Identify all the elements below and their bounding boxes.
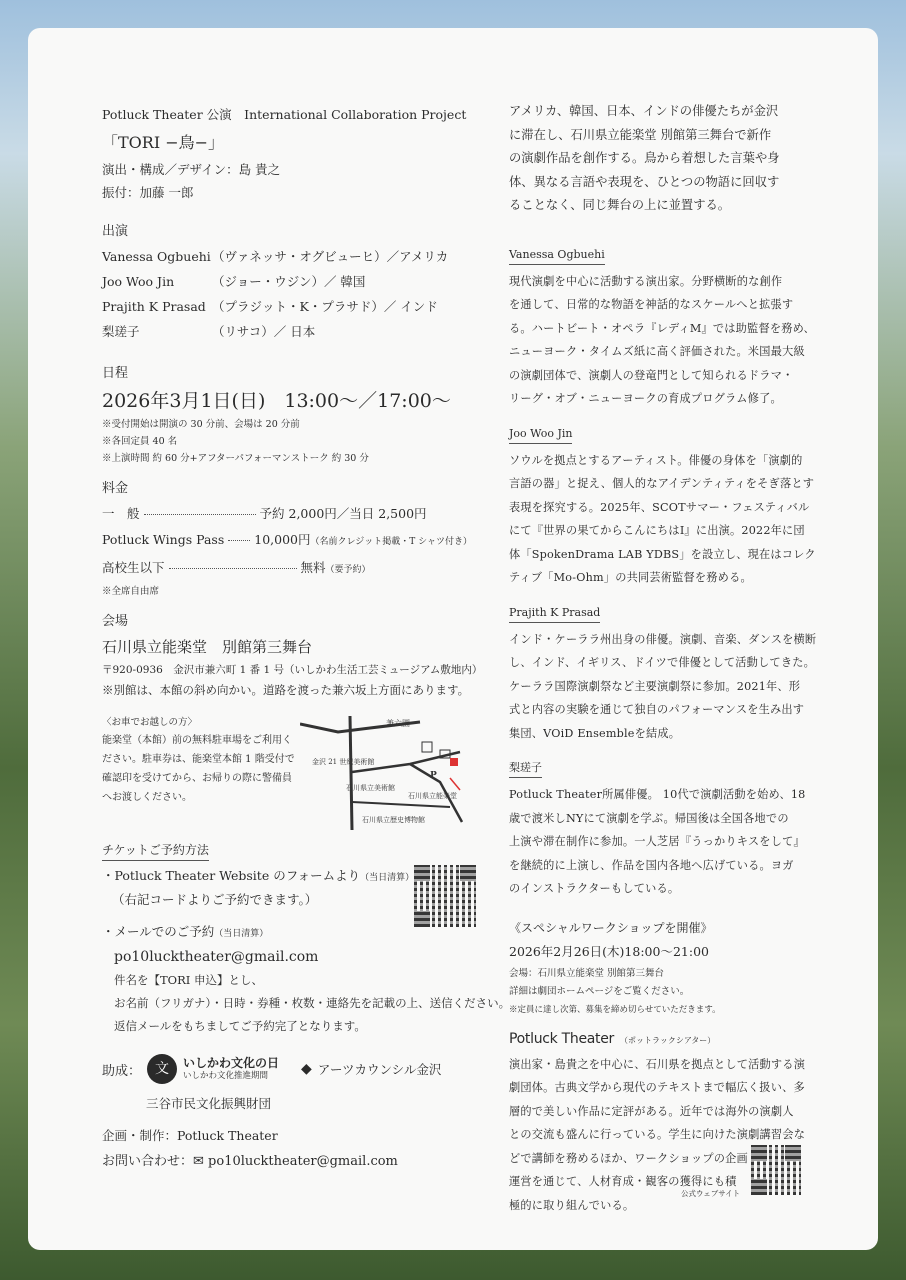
bio-risako: 梨瑳子 Potluck Theater所属俳優。 10代で演劇活動を始め、18 歳で渡米しNYにて演劇を学ぶ。帰国後は全国各地での 上演や滞在制作に参加。一人芝居『うっかりキスをして』 を継続的に上演し、作品を国内各地へ広げている。ヨガ のインストラクターもしている。 (509, 761, 806, 895)
price-heading: 料金 (102, 481, 129, 496)
contact: お問い合わせ：✉ po10lucktheater@gmail.com (102, 1154, 398, 1169)
arts-council-logo-icon: ◆ (301, 1061, 312, 1077)
support-label: 助成： (102, 1063, 142, 1079)
ticket-email-link[interactable]: po10lucktheater@gmail.com (114, 949, 319, 965)
map-label: 金沢 21 世紀美術館 (312, 758, 375, 766)
support-foundation: 三谷市民文化振興財団 (146, 1096, 272, 1111)
schedule-note: ※上演時間 約 60 分+アフターパフォーマンストーク 約 30 分 (102, 453, 369, 464)
credit-choreography: 振付：加藤 一郎 (102, 185, 194, 200)
right-column (509, 103, 817, 1217)
cast-row: 梨瑳子 （リサコ）／ 日本 (102, 324, 316, 339)
car-info: 〈お車でお越しの方〉 能楽堂（本館）前の無料駐車場をご利用く ださい。駐車券は、能楽堂本館 1 階受付で 確認印を受けてから、お帰りの際に警備員 へお渡しください。 (102, 717, 295, 803)
producer: 企画・制作：Potluck Theater (102, 1128, 278, 1143)
parking-icon: P (430, 771, 437, 781)
website-qr-code[interactable] (751, 1145, 801, 1195)
bio-joo-woo-jin: Joo Woo Jin ソウルを拠点とするアーティスト。俳優の身体を「演劇的 言語の器」と捉え、個人的なアイデンティティをそぎ落とす 表現を探究する。2025年、SCOTサマー・フェスティバル にて『世界の果てからこんにちはⅠ』に出演。2022年に団 体「SpokenDrama LAB YDBS」を設立し、現在はコレク ティブ「Mo-Ohm」の共同芸術監督を務める。 (509, 426, 816, 584)
price-row: 一 般 予約 2,000円／当日 2,500円 (102, 506, 427, 521)
map-label: 石川県立能楽堂 (408, 792, 457, 800)
schedule-note: ※受付開始は開演の 30 分前、会場は 20 分前 (102, 419, 300, 430)
venue-note: ※別館は、本館の斜め向かい。道路を渡った兼六坂上方面にあります。 (102, 683, 470, 697)
map-label: 石川県立歴史博物館 (362, 816, 425, 824)
schedule-note: ※各回定員 40 名 (102, 436, 178, 447)
bio-vanessa: Vanessa Ogbuehi 現代演劇を中心に活動する演出家。分野横断的な創作 を通して、日常的な物語を神話的なスケールへと拡張す る。ハートビート・オペラ『レディM』では助監督を務め、 ニューヨーク・タイムズ紙に高く評価された。米国最大級 の演劇団体で、演劇人の登竜門として知られるドラマ・ リーグ・オブ・ニューヨークの育成プログラム修了。 (509, 247, 815, 405)
ticket-line: お名前（フリガナ）・日時・券種・枚数・連絡先を記載の上、送信ください。 (114, 996, 511, 1010)
access-block (102, 714, 497, 832)
cast-row: Vanessa Ogbuehi （ヴァネッサ・オグビューヒ）／アメリカ (102, 249, 449, 264)
company-description: 演出家・島貴之を中心に、石川県を拠点として活動する演 劇団体。古典文学から現代のテキストまで幅広く扱い、多 層的で美しい作品に定評がある。近年では海外の演劇人 との交流も盛んに行っている。学生に向けた演劇講習会な どで講師を務めるほか、ワークショップの企画 運営を通じて、人材育成・観客の獲得にも積 極的に取り組んでいる。 公式ウェブサイト (509, 1057, 806, 1212)
mail-icon: ✉ (193, 1154, 209, 1169)
venue-heading: 会場 (102, 614, 129, 629)
left-column (102, 103, 511, 1175)
schedule-main: 2026年3月1日(日) 13:00〜／17:00〜 (102, 390, 451, 412)
access-map (300, 712, 468, 830)
ticket-block (102, 865, 511, 1037)
intro-paragraph: アメリカ、韓国、日本、インドの俳優たちが金沢 に滞在し、石川県立能楽堂 別館第三舞台で新作 の演劇作品を創作する。鳥から着想した言葉や身 体、異なる言語や表現を、ひとつの物語に回収す ることなく、同じ舞台の上に並置する。 (509, 104, 780, 212)
show-title: 「TORI −鳥−」 (102, 133, 225, 152)
price-note: ※全席自由席 (102, 586, 160, 597)
schedule-heading: 日程 (102, 366, 129, 381)
venue-address: 〒920-0936 金沢市兼六町 1 番 1 号（いしかわ生活工芸ミュージアム敷地内） (102, 664, 483, 676)
ticket-heading: チケットご予約方法 (102, 840, 209, 861)
contact-email-link[interactable]: po10lucktheater@gmail.com (208, 1154, 398, 1169)
qr-caption: 公式ウェブサイト (681, 1188, 741, 1198)
ticket-mail: ・メールでのご予約（当日清算） (102, 924, 269, 939)
map-label: 兼六園 (386, 719, 410, 728)
cast-heading: 出演 (102, 224, 129, 239)
price-row: 高校生以下 無料 （要予約） (102, 560, 371, 575)
ishikawa-culture-logo-icon: 文 (147, 1054, 177, 1084)
workshop-heading: 《スペシャルワークショップを開催》 (509, 920, 713, 935)
company-reading: （ポットラックシアター） (620, 1035, 716, 1045)
company-logo: Potluck Theater (509, 1030, 614, 1047)
support-row (102, 1051, 497, 1087)
arts-council-logo: アーツカウンシル金沢 (317, 1062, 442, 1077)
company-logo-row (509, 1031, 803, 1047)
ticket-web: ・Potluck Theater Website のフォームより（当日清算） (102, 868, 415, 883)
ticket-web-sub: （右記コードよりご予約できます。） (112, 892, 318, 907)
ticket-line: 返信メールをもちましてご予約完了となります。 (114, 1019, 366, 1033)
map-label: 石川県立美術館 (346, 784, 395, 792)
title-line: Potluck Theater 公演 International Collaboration Project (102, 107, 467, 122)
workshop-block: 《スペシャルワークショップを開催》 2026年2月26日(木)18:00〜21:00 会場：石川県立能楽堂 別館第三舞台 詳細は劇団ホームページをご覧ください。 ※定員に達し次第、募集を締め切らせていただきます。 (509, 917, 803, 1019)
credit-direction: 演出・構成／デザイン：島 貴之 (102, 162, 281, 177)
bio-prajith: Prajith K Prasad インド・ケーララ州出身の俳優。演劇、音楽、ダンスを横断 し、インド、イギリス、ドイツで俳優として活動してきた。 ケーララ国際演劇祭など主要演劇祭に参加。2021年、形 式と内容の実験を通じて独自のパフォーマンスを生み出す 集団、VOiD Ensembleを結成。 (509, 605, 817, 740)
ticket-line: 件名を【TORI 申込】とし、 (114, 973, 263, 987)
cast-row: Joo Woo Jin （ジョー・ウジン）／ 韓国 (102, 274, 366, 289)
workshop-date: 2026年2月26日(木)18:00〜21:00 (509, 943, 709, 959)
ishikawa-culture-logo: いしかわ文化の日 いしかわ文化推進期間 (183, 1056, 280, 1081)
venue-name: 石川県立能楽堂 別館第三舞台 (102, 638, 313, 656)
ticket-qr-code[interactable] (414, 865, 476, 927)
price-row: Potluck Wings Pass 10,000円 （名前クレジット掲載・T シャツ付き） (102, 532, 472, 547)
cast-row: Prajith K Prasad （プラジット・K・プラサド）／ インド (102, 299, 438, 314)
